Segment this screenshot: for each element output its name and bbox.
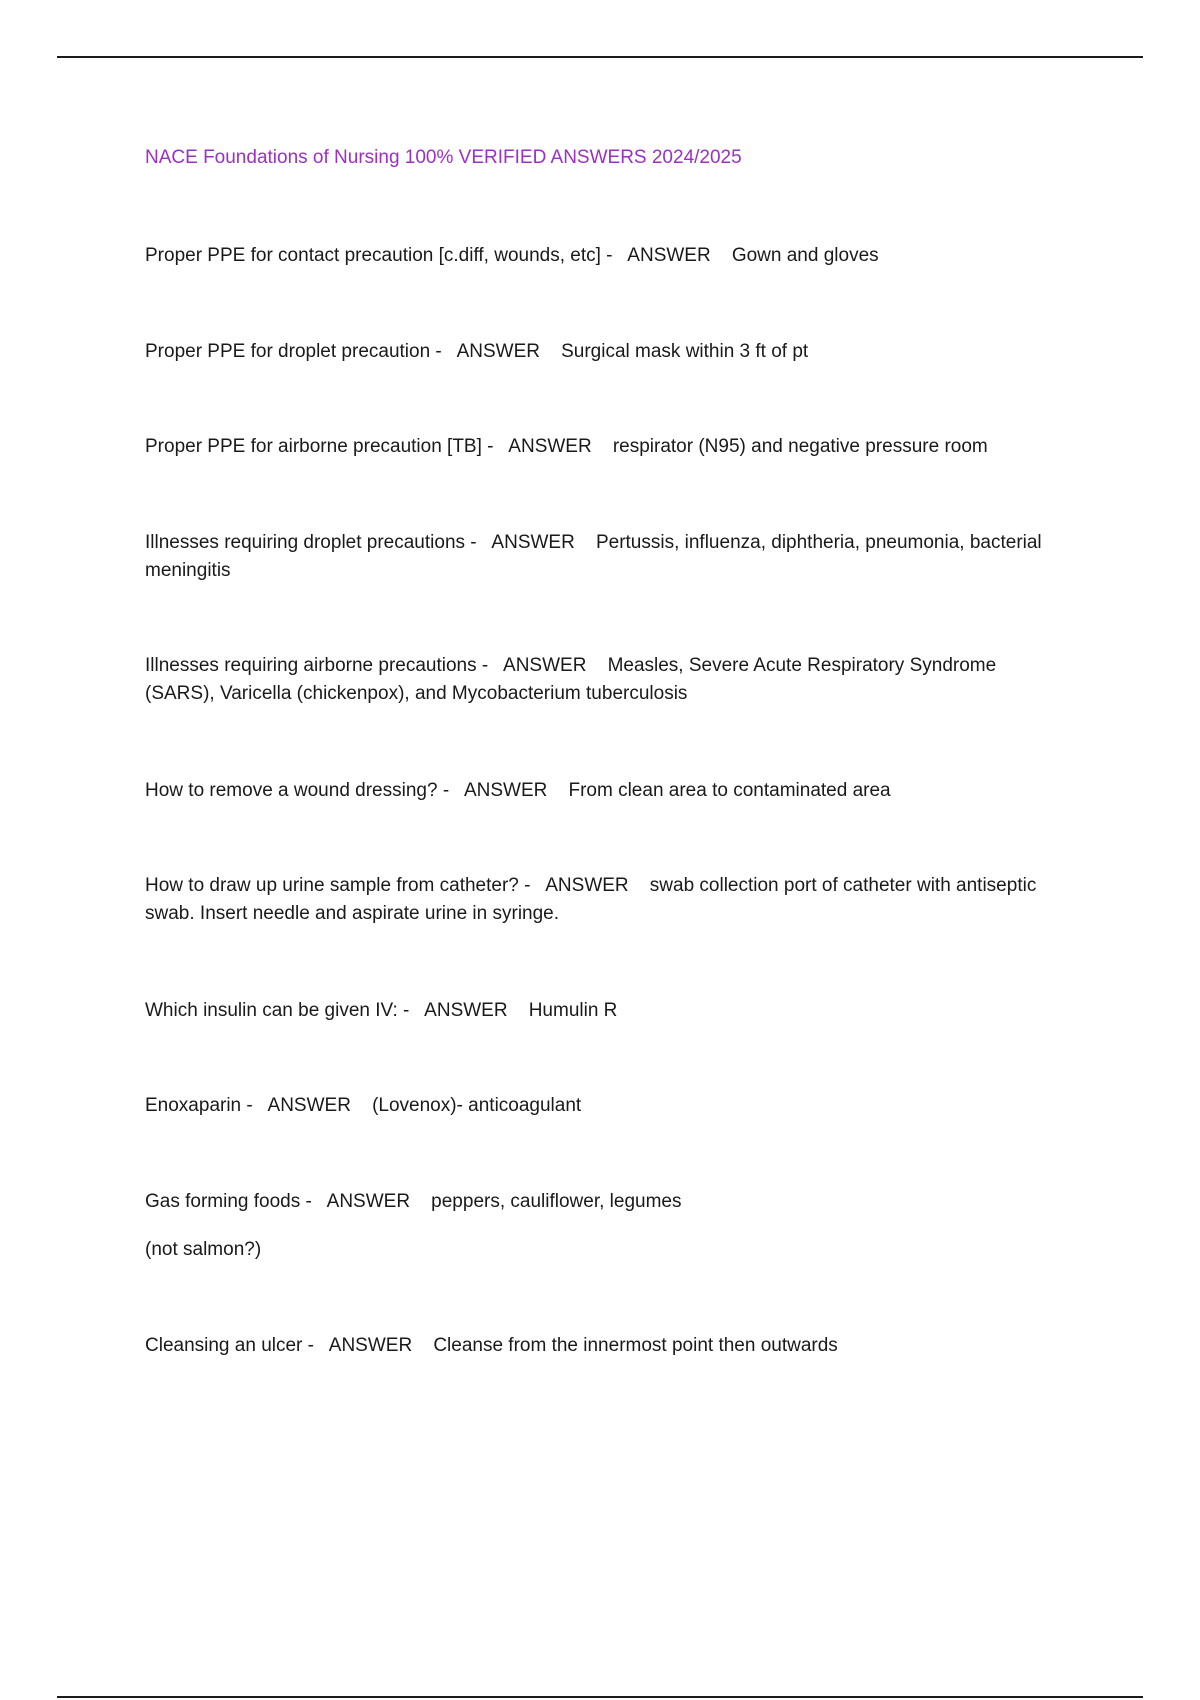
question: Gas forming foods - xyxy=(145,1191,312,1212)
answer-keyword: ANSWER xyxy=(326,1191,411,1212)
qa-item-contact-ppe xyxy=(145,242,1045,270)
question: Cleansing an ulcer - xyxy=(145,1335,314,1356)
question: Proper PPE for droplet precaution - xyxy=(145,341,442,362)
qa-item-urine-sample xyxy=(145,872,1045,928)
qa-item-insulin-iv xyxy=(145,997,1045,1025)
answer: peppers, cauliflower, legumes xyxy=(431,1191,682,1212)
answer-keyword: ANSWER xyxy=(491,532,575,553)
answer: Gown and gloves xyxy=(731,245,879,266)
answer-keyword: ANSWER xyxy=(503,655,587,676)
answer-keyword: ANSWER xyxy=(328,1335,413,1356)
document-title: NACE Foundations of Nursing 100% VERIFIED ANSWERS 2024/2025 xyxy=(145,147,742,168)
qa-item-wound-dressing xyxy=(145,777,1045,805)
answer-keyword: ANSWER xyxy=(267,1095,351,1116)
top-rule xyxy=(57,56,1143,58)
qa-item-airborne-ppe xyxy=(145,433,1045,461)
question: How to remove a wound dressing? - xyxy=(145,780,450,801)
gas-foods-note: (not salmon?) xyxy=(145,1239,262,1260)
answer-keyword: ANSWER xyxy=(424,1000,508,1021)
qa-item-droplet-illnesses xyxy=(145,529,1045,585)
answer: Humulin R xyxy=(528,1000,618,1021)
answer-keyword: ANSWER xyxy=(627,245,711,266)
question: Proper PPE for airborne precaution [TB] - xyxy=(145,436,494,457)
question: Enoxaparin - xyxy=(145,1095,253,1116)
answer: (Lovenox)- anticoagulant xyxy=(372,1095,582,1116)
question: Illnesses requiring airborne precautions - xyxy=(145,655,489,676)
answer: Surgical mask within 3 ft of pt xyxy=(561,341,809,362)
question: Which insulin can be given IV: - xyxy=(145,1000,410,1021)
question: How to draw up urine sample from catheter? - xyxy=(145,875,531,896)
qa-item-ulcer-cleansing xyxy=(145,1332,1045,1360)
answer: Pertussis, influenza, diphtheria, pneumonia, bacterial meningitis xyxy=(145,532,1042,581)
answer: swab collection port of catheter with antiseptic swab. Insert needle and aspirate urine in syringe. xyxy=(145,875,1037,924)
answer-keyword: ANSWER xyxy=(545,875,629,896)
answer-keyword: ANSWER xyxy=(508,436,592,457)
question: Proper PPE for contact precaution [c.diff, wounds, etc] - xyxy=(145,245,613,266)
answer: Measles, Severe Acute Respiratory Syndrome (SARS), Varicella (chickenpox), and Mycobacterium tuberculosis xyxy=(145,655,997,704)
answer: From clean area to contaminated area xyxy=(568,780,891,801)
answer-keyword: ANSWER xyxy=(456,341,540,362)
qa-item-gas-foods xyxy=(145,1188,1045,1216)
qa-item-enoxaparin xyxy=(145,1092,1045,1120)
answer-keyword: ANSWER xyxy=(463,780,548,801)
qa-item-droplet-ppe xyxy=(145,338,1045,366)
bottom-rule xyxy=(57,1696,1143,1698)
question: Illnesses requiring droplet precautions - xyxy=(145,532,477,553)
answer: Cleanse from the innermost point then outwards xyxy=(433,1335,838,1356)
qa-item-airborne-illnesses xyxy=(145,652,1045,708)
answer: respirator (N95) and negative pressure room xyxy=(612,436,988,457)
